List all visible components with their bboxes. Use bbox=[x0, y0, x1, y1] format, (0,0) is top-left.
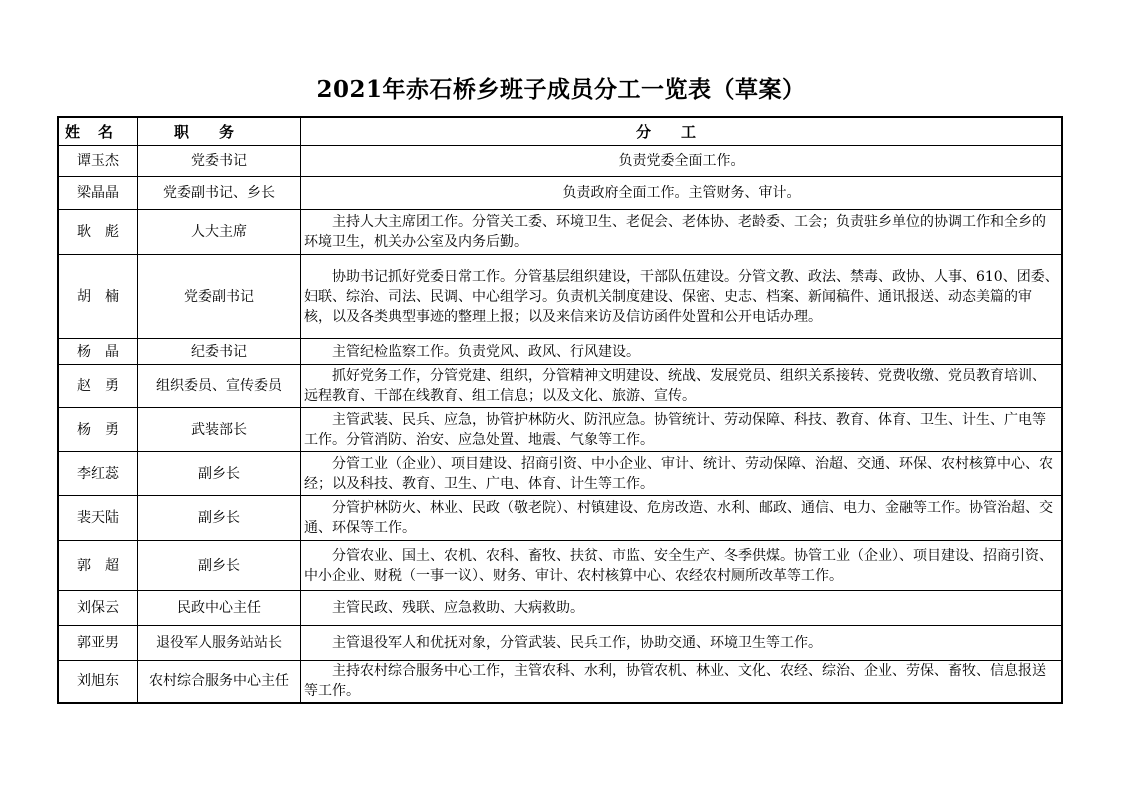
member-position: 民政中心主任 bbox=[138, 591, 301, 626]
table-row bbox=[58, 591, 1062, 626]
member-name: 郭亚男 bbox=[58, 626, 138, 661]
member-duty: 主持农村综合服务中心工作，主管农科、水利，协管农机、林业、文化、农经、综治、企业、劳保、畜牧、信息报送等工作。 bbox=[301, 661, 1063, 703]
member-name: 刘旭东 bbox=[58, 661, 138, 703]
member-name: 谭玉杰 bbox=[58, 146, 138, 177]
table-row bbox=[58, 255, 1062, 339]
member-position: 党委书记 bbox=[138, 146, 301, 177]
member-name: 赵 勇 bbox=[58, 365, 138, 408]
header-name: 姓名 bbox=[58, 117, 138, 146]
member-name: 李红蕊 bbox=[58, 452, 138, 496]
table-row bbox=[58, 541, 1062, 591]
document-title: 2021年赤石桥乡班子成员分工一览表（草案） bbox=[316, 76, 806, 103]
member-duty: 分管工业（企业）、项目建设、招商引资、中小企业、审计、统计、劳动保障、治超、交通、环保、农村核算中心、农经；以及科技、教育、卫生、广电、体育、计生等工作。 bbox=[301, 452, 1063, 496]
member-duty: 抓好党务工作，分管党建、组织，分管精神文明建设、统战、发展党员、组织关系接转、党费收缴、党员教育培训、远程教育、干部在线教育、组工信息；以及文化、旅游、宣传。 bbox=[301, 365, 1063, 408]
member-duty: 主管民政、残联、应急救助、大病救助。 bbox=[301, 591, 1063, 626]
member-duty: 主管退役军人和优抚对象，分管武装、民兵工作，协助交通、环境卫生等工作。 bbox=[301, 626, 1063, 661]
header-position: 职务 bbox=[138, 117, 301, 146]
table-row bbox=[58, 365, 1062, 408]
member-name: 杨 晶 bbox=[58, 339, 138, 365]
member-position: 人大主席 bbox=[138, 210, 301, 255]
member-name: 刘保云 bbox=[58, 591, 138, 626]
table-row bbox=[58, 496, 1062, 541]
table-row bbox=[58, 339, 1062, 365]
member-position: 退役军人服务站站长 bbox=[138, 626, 301, 661]
member-duty: 负责政府全面工作。主管财务、审计。 bbox=[301, 177, 1063, 210]
member-duty: 主持人大主席团工作。分管关工委、环境卫生、老促会、老体协、老龄委、工会；负责驻乡单位的协调工作和全乡的环境卫生，机关办公室及内务后勤。 bbox=[301, 210, 1063, 255]
member-duty: 负责党委全面工作。 bbox=[301, 146, 1063, 177]
member-position: 副乡长 bbox=[138, 452, 301, 496]
member-position: 组织委员、宣传委员 bbox=[138, 365, 301, 408]
member-position: 副乡长 bbox=[138, 496, 301, 541]
member-name: 郭 超 bbox=[58, 541, 138, 591]
table-row bbox=[58, 210, 1062, 255]
table-row bbox=[58, 177, 1062, 210]
member-position: 副乡长 bbox=[138, 541, 301, 591]
member-position: 纪委书记 bbox=[138, 339, 301, 365]
member-name: 裴天陆 bbox=[58, 496, 138, 541]
table-row bbox=[58, 661, 1062, 703]
table-row bbox=[58, 626, 1062, 661]
header-duty: 分工 bbox=[301, 117, 1063, 146]
member-name: 胡 楠 bbox=[58, 255, 138, 339]
table-header-row bbox=[58, 117, 1062, 146]
member-duty: 主管纪检监察工作。负责党风、政风、行风建设。 bbox=[301, 339, 1063, 365]
member-name: 杨 勇 bbox=[58, 408, 138, 452]
member-position: 党委副书记、乡长 bbox=[138, 177, 301, 210]
table-row bbox=[58, 146, 1062, 177]
member-position: 武装部长 bbox=[138, 408, 301, 452]
duty-table bbox=[57, 116, 1063, 704]
member-name: 耿 彪 bbox=[58, 210, 138, 255]
member-position: 农村综合服务中心主任 bbox=[138, 661, 301, 703]
member-duty: 协助书记抓好党委日常工作。分管基层组织建设，干部队伍建设。分管文教、政法、禁毒、政协、人事、610、团委、妇联、综治、司法、民调、中心组学习。负责机关制度建设、保密、史志、档案、新闻稿件、通讯报送、动态美篇的审核，以及各类典型事迹的整理上报；以及来信来访及信访函件处置和公开电话办理。 bbox=[301, 255, 1063, 339]
member-duty: 分管农业、国土、农机、农科、畜牧、扶贫、市监、安全生产、冬季供煤。协管工业（企业）、项目建设、招商引资、中小企业、财税（一事一议）、财务、审计、农村核算中心、农经农村厕所改革等工作。 bbox=[301, 541, 1063, 591]
member-position: 党委副书记 bbox=[138, 255, 301, 339]
member-duty: 主管武装、民兵、应急，协管护林防火、防汛应急。协管统计、劳动保障、科技、教育、体育、卫生、计生、广电等工作。分管消防、治安、应急处置、地震、气象等工作。 bbox=[301, 408, 1063, 452]
member-name: 梁晶晶 bbox=[58, 177, 138, 210]
table-row bbox=[58, 408, 1062, 452]
member-duty: 分管护林防火、林业、民政（敬老院）、村镇建设、危房改造、水利、邮政、通信、电力、金融等工作。协管治超、交通、环保等工作。 bbox=[301, 496, 1063, 541]
table-row bbox=[58, 452, 1062, 496]
